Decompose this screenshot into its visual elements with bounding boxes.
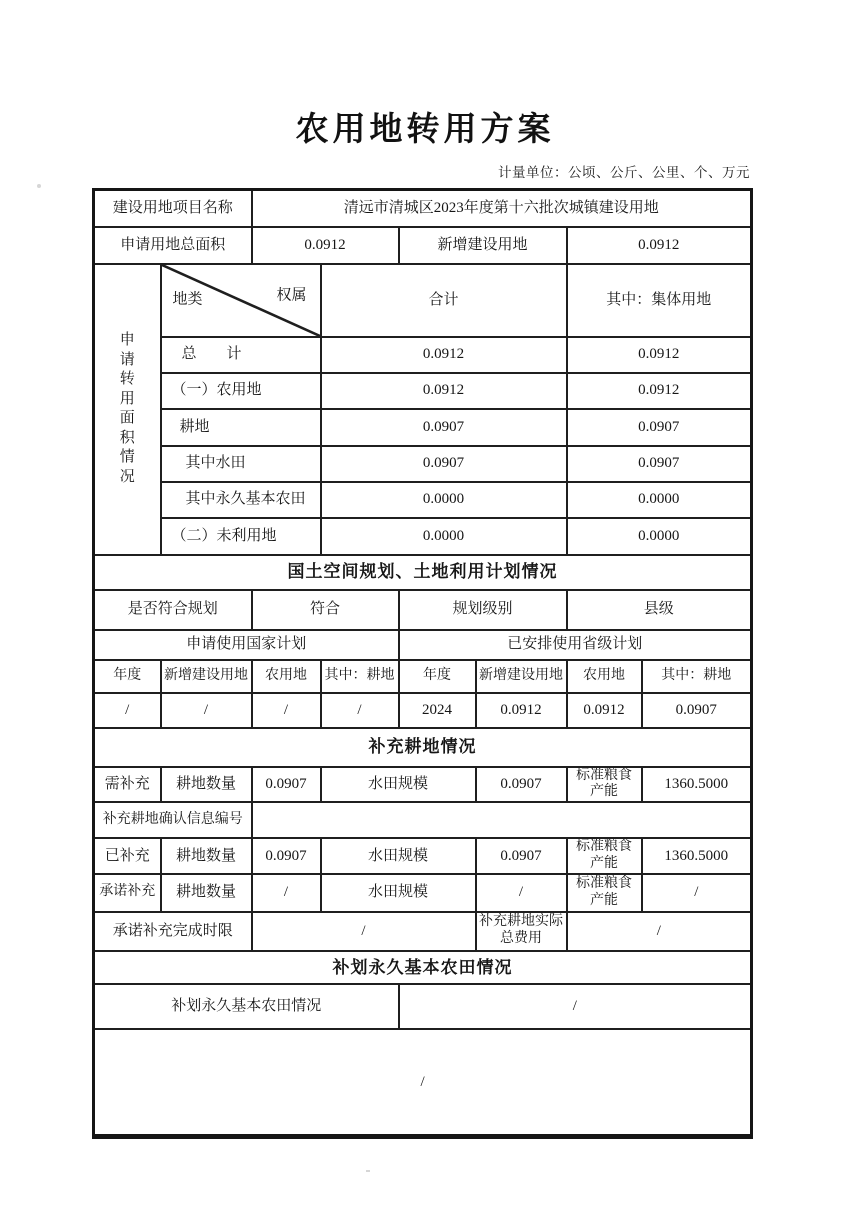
qty-label: 耕地数量 xyxy=(161,767,252,803)
plan-level-value: 县级 xyxy=(567,590,752,630)
deadline-value: / xyxy=(252,912,476,951)
conversion-row-total: 0.0907 xyxy=(321,409,567,446)
conversion-row-label: 耕地 xyxy=(161,409,321,446)
plan-level-label: 规划级别 xyxy=(399,590,567,630)
supplement-type: 承诺补充 xyxy=(94,874,161,912)
cost-label: 补充耕地实际总费用 xyxy=(476,912,567,951)
paddy-label: 水田规模 xyxy=(321,874,476,912)
page-title: 农用地转用方案 xyxy=(295,110,555,147)
new-construction-label: 新增建设用地 xyxy=(399,227,567,264)
plan-col-header: 新增建设用地 xyxy=(476,660,567,693)
project-name-value: 清远市清城区2023年度第十六批次城镇建设用地 xyxy=(252,190,752,227)
conversion-row-collective: 0.0907 xyxy=(567,409,752,446)
conversion-side-label: 申请转用面积情况 xyxy=(94,264,161,555)
conversion-row-label: 总 计 xyxy=(161,337,321,373)
row-supplement-promised xyxy=(94,874,752,912)
plan-cell-value: / xyxy=(161,693,252,728)
conversion-row-total: 0.0912 xyxy=(321,337,567,373)
plan-col-header: 其中：耕地 xyxy=(321,660,399,693)
confirm-id-value xyxy=(252,802,752,838)
paddy-value: 0.0907 xyxy=(476,767,567,803)
diagonal-header-cell xyxy=(161,264,321,337)
qty-label: 耕地数量 xyxy=(161,874,252,912)
conversion-row-collective: 0.0907 xyxy=(567,446,752,482)
paddy-label: 水田规模 xyxy=(321,767,476,803)
paddy-value: 0.0907 xyxy=(476,838,567,874)
plan-col-header: 年度 xyxy=(94,660,161,693)
supplement-type: 需补充 xyxy=(94,767,161,803)
farmland-status-value: / xyxy=(399,984,752,1029)
table-row xyxy=(94,446,752,482)
row-farmland-status xyxy=(94,984,752,1029)
compliance-value: 符合 xyxy=(252,590,399,630)
plan-col-header: 新增建设用地 xyxy=(161,660,252,693)
plan-cell-value: / xyxy=(252,693,321,728)
row-farmland-section xyxy=(94,951,752,984)
row-planning-section xyxy=(94,555,752,590)
paddy-value: / xyxy=(476,874,567,912)
conversion-row-total: 0.0907 xyxy=(321,446,567,482)
total-area-value: 0.0912 xyxy=(252,227,399,264)
conversion-row-collective: 0.0000 xyxy=(567,482,752,518)
conversion-row-total: 0.0000 xyxy=(321,482,567,518)
plan-col-header: 其中：耕地 xyxy=(642,660,752,693)
supplement-type: 已补充 xyxy=(94,838,161,874)
table-row xyxy=(94,518,752,555)
row-deadline-cost xyxy=(94,912,752,951)
capacity-value: 1360.5000 xyxy=(642,838,752,874)
table-row xyxy=(94,337,752,373)
conversion-row-label: （一）农用地 xyxy=(161,373,321,409)
capacity-label: 标准粮食产能 xyxy=(567,874,642,912)
conversion-row-collective: 0.0912 xyxy=(567,373,752,409)
project-name-label: 建设用地项目名称 xyxy=(94,190,252,227)
capacity-value: 1360.5000 xyxy=(642,767,752,803)
plan-cell-value: 0.0912 xyxy=(567,693,642,728)
plan-cell-value: / xyxy=(321,693,399,728)
plan-cell-value: 2024 xyxy=(399,693,476,728)
row-confirm-id xyxy=(94,802,752,838)
scan-artifact xyxy=(37,184,41,188)
conversion-row-total: 0.0912 xyxy=(321,373,567,409)
row-supplement-section xyxy=(94,728,752,767)
row-farmland-remark xyxy=(94,1029,752,1137)
plan-cell-value: 0.0912 xyxy=(476,693,567,728)
row-supplement-needed xyxy=(94,767,752,803)
conversion-row-label: 其中水田 xyxy=(161,446,321,482)
paddy-label: 水田规模 xyxy=(321,838,476,874)
diagonal-row-label: 地类 xyxy=(172,291,203,308)
conversion-row-label: （二）未利用地 xyxy=(161,518,321,555)
table-row xyxy=(94,409,752,446)
capacity-label: 标准粮食产能 xyxy=(567,767,642,803)
conversion-row-label: 其中永久基本农田 xyxy=(161,482,321,518)
plan-cell-value: 0.0907 xyxy=(642,693,752,728)
new-construction-value: 0.0912 xyxy=(567,227,752,264)
conversion-row-collective: 0.0912 xyxy=(567,337,752,373)
row-supplement-done xyxy=(94,838,752,874)
unit-note: 计量单位：公顷、公斤、公里、个、万元 xyxy=(498,165,750,180)
conversion-row-collective: 0.0000 xyxy=(567,518,752,555)
plan-col-header: 农用地 xyxy=(567,660,642,693)
qty-value: / xyxy=(252,874,321,912)
confirm-id-label: 补充耕地确认信息编号 xyxy=(94,802,252,838)
col-header-collective: 其中：集体用地 xyxy=(567,264,752,337)
qty-value: 0.0907 xyxy=(252,767,321,803)
conversion-row-total: 0.0000 xyxy=(321,518,567,555)
row-conversion-header xyxy=(94,264,752,337)
row-plan-headers xyxy=(94,660,752,693)
farmland-remark-value: / xyxy=(94,1029,752,1137)
farmland-section-title: 补划永久基本农田情况 xyxy=(94,951,752,984)
row-project-name xyxy=(94,190,752,227)
row-compliance xyxy=(94,590,752,630)
table-row xyxy=(94,482,752,518)
cost-value: / xyxy=(567,912,752,951)
plan-cell-value: / xyxy=(94,693,161,728)
row-total-area xyxy=(94,227,752,264)
scan-artifact xyxy=(366,1170,370,1172)
plan-col-header: 农用地 xyxy=(252,660,321,693)
national-plan-label: 申请使用国家计划 xyxy=(94,630,399,660)
supplement-section-title: 补充耕地情况 xyxy=(94,728,752,767)
row-plan-groups xyxy=(94,630,752,660)
total-area-label: 申请用地总面积 xyxy=(94,227,252,264)
col-header-total: 合计 xyxy=(321,264,567,337)
plan-col-header: 年度 xyxy=(399,660,476,693)
compliance-label: 是否符合规划 xyxy=(94,590,252,630)
conversion-plan-table xyxy=(92,188,753,1139)
table-row xyxy=(94,373,752,409)
row-plan-values xyxy=(94,693,752,728)
qty-label: 耕地数量 xyxy=(161,838,252,874)
capacity-value: / xyxy=(642,874,752,912)
deadline-label: 承诺补充完成时限 xyxy=(94,912,252,951)
capacity-label: 标准粮食产能 xyxy=(567,838,642,874)
provincial-plan-label: 已安排使用省级计划 xyxy=(399,630,752,660)
planning-section-title: 国土空间规划、土地利用计划情况 xyxy=(94,555,752,590)
farmland-status-label: 补划永久基本农田情况 xyxy=(94,984,399,1029)
diagonal-col-label: 权属 xyxy=(276,287,307,304)
qty-value: 0.0907 xyxy=(252,838,321,874)
